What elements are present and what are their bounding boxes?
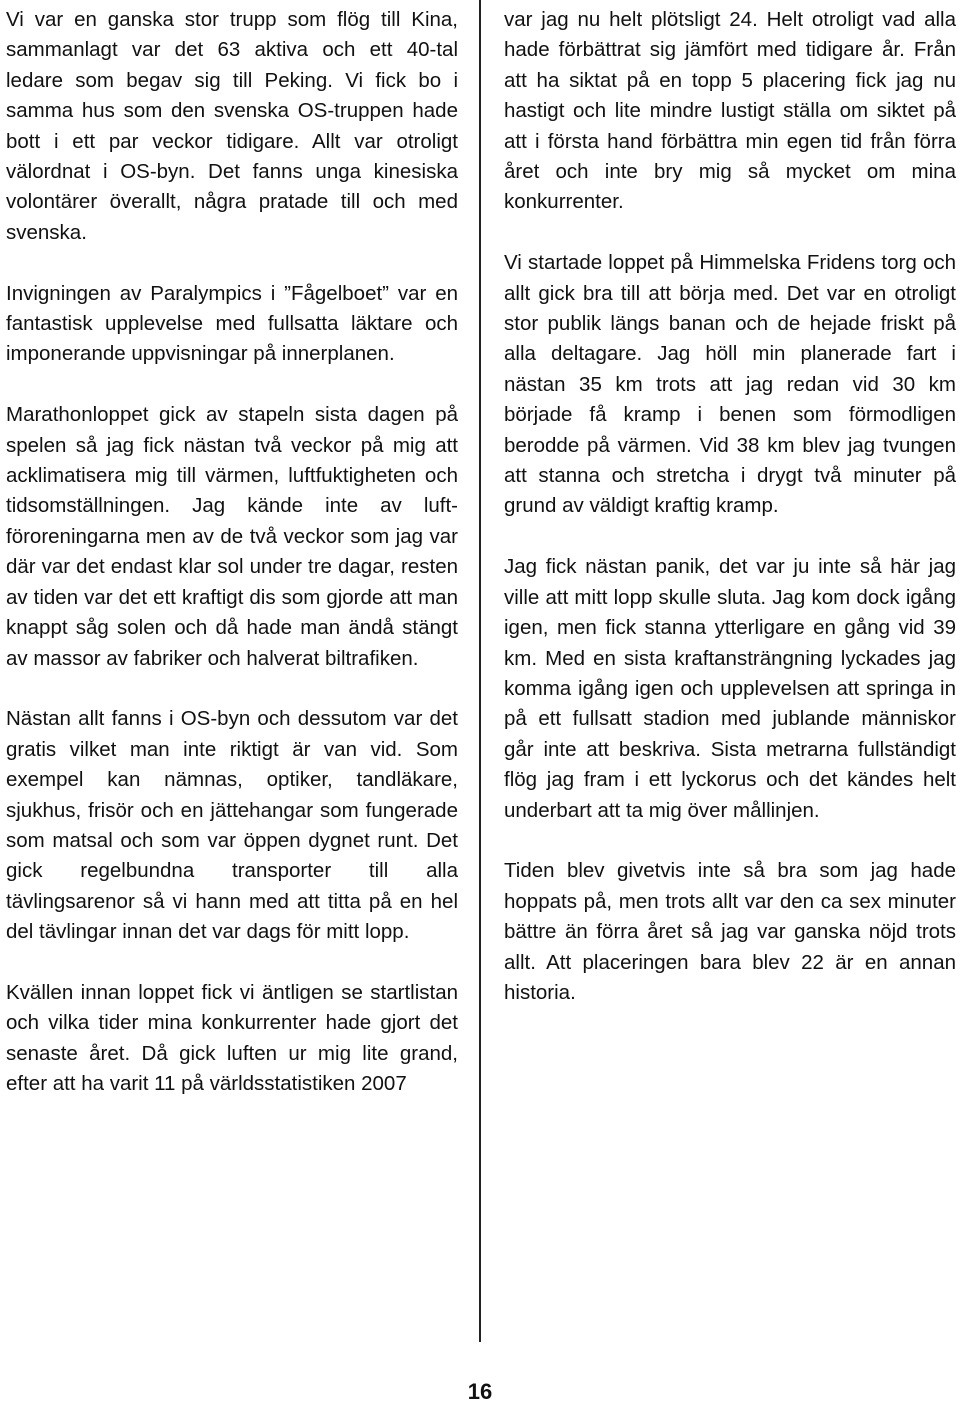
paragraph: var jag nu helt plötsligt 24. Helt otroligt vad alla hade förbättrat sig jämfört med tidigare år. Från att ha siktat på en topp 5 placering fick jag nu hastigt och lite mindre lustigt ställa om siktet på att i första hand förbättra min egen tid från förra året och inte bry mig så mycket om mina konkurrenter. xyxy=(504,8,956,214)
left-text-column xyxy=(6,5,458,1100)
paragraph: Kvällen innan loppet fick vi äntligen se startlistan och vilka tider mina konkurrenter hade gjort det senaste året. Då gick luften ur mig lite grand, efter att ha varit 11 på världsstatistiken 2007 xyxy=(6,980,458,1096)
paragraph: Nästan allt fanns i OS-byn och dessutom var det gratis vilket man inte riktigt är van vid. Som exempel kan nämnas, optiker, tandläkare, sjukhus, frisör och en jättehangar som fungerade som matsal och som var öppen dygnet runt. Det gick regelbundna transporter till alla tävlingsarenor så vi hann med att titta på en hel del tävlingar innan det var dags för mitt lopp. xyxy=(6,707,458,944)
paragraph: Invigningen av Paralympics i ”Fågelboet” var en fantastisk upplevelse med fullsatta läktare och imponerande uppvisningar på innerplanen. xyxy=(6,281,458,366)
paragraph: Vi var en ganska stor trupp som flög till Kina, sammanlagt var det 63 aktiva och ett 40-tal ledare som begav sig till Peking. Vi fick bo i samma hus som den svenska OS-truppen hade bott i ett par veckor tidigare. Allt var otroligt välordnat i OS-byn. Det fanns unga kinesiska volontärer överallt, några pratade till och med svenska. xyxy=(6,8,458,244)
paragraph: Vi startade loppet på Himmelska Fridens torg och allt gick bra till att börja med. Det var en otroligt stor publik längs banan och de hejade friskt på alla deltagare. Jag höll min planerade fart i nästan 35 km trots att jag redan vid 30 km började få kramp i benen som förmodligen berodde på värmen. Vid 38 km blev jag tvungen att stanna och stretcha i drygt två minuter på grund av väldigt kraftig kramp. xyxy=(504,251,956,518)
column-divider xyxy=(479,0,481,1342)
page-number: 16 xyxy=(467,1379,493,1404)
paragraph: Jag fick nästan panik, det var ju inte så här jag ville att mitt lopp skulle sluta. Jag kom dock igång igen, men fick stanna ytterligare en gång vid 39 km. Med en sista kraftansträngning lyckades jag komma igång igen och upplevelsen att springa in på ett fullsatt stadion med jublande människor går inte att beskriva. Sista metrarna fullständigt flög jag fram i ett lyckorus och det kändes helt underbart att ta mig över mållinjen. xyxy=(504,555,956,822)
paragraph: Tiden blev givetvis inte så bra som jag hade hoppats på, men trots allt var den ca sex minuter bättre än förra året så jag var ganska nöjd trots allt. Att placeringen bara blev 22 är en annan historia. xyxy=(504,859,956,1004)
right-text-column xyxy=(504,5,956,1008)
paragraph: Marathonloppet gick av stapeln sista dagen på spelen så jag fick nästan två veckor på mig att acklimatisera mig till värmen, luftfuktigheten och tidsomställningen. Jag kände inte av luftföroreningarna men av de två veckor som jag var där var det endast klar sol under tre dagar, resten av tiden var det ett kraftigt dis som gjorde att man knappt såg solen och då hade man ändå stängt av massor av fabriker och halverat biltrafiken. xyxy=(6,403,458,670)
